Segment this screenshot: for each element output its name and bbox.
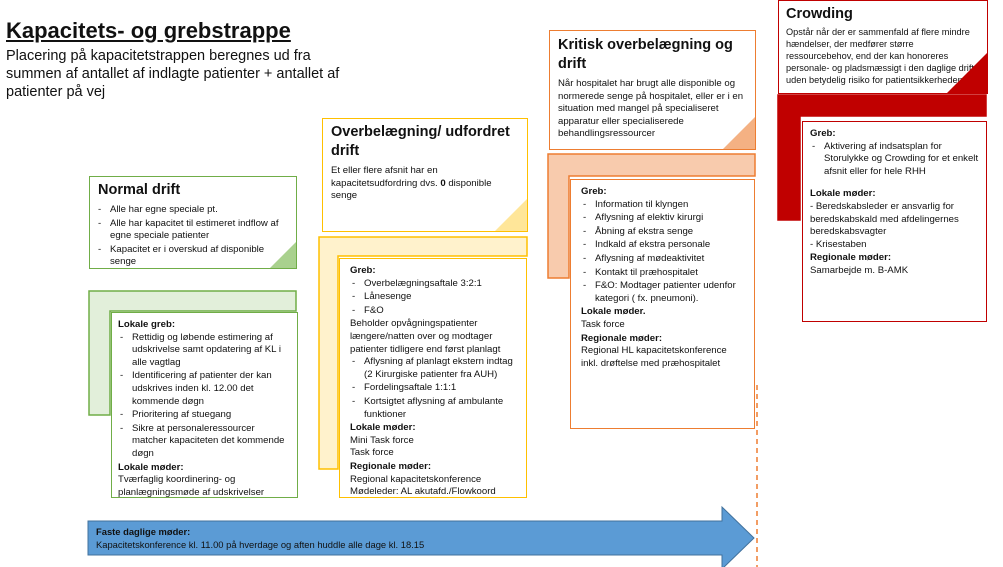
normal-drift-greb-item: - Identificering af patienter der kan udskrives inden kl. 12.00 det kommende døgn xyxy=(118,370,291,408)
normal-drift-desc-item: - Kapacitet er i overskud af disponible senge xyxy=(96,244,290,269)
crowding-lokale-item: - Beredskabsleder er ansvarlig for beredskabskald med afdelingernes beredskabsvagter xyxy=(810,200,959,238)
normal-drift-title: Normal drift xyxy=(98,182,181,198)
kritisk-regionale-heading: Regionale møder: xyxy=(581,332,663,344)
daily-meetings-text: Kapacitetskonference kl. 11.00 på hverdage og aften huddle alle dage kl. 18.15 xyxy=(96,538,425,550)
kritisk-greb-item: - Åbning af ekstra senge xyxy=(581,226,744,239)
kritisk-description: Når hospitalet har brugt alle disponible og normerede senge på hospitalet, eller er i en situation med mangel på specialiseret apparatur eller specialiserede behandlingsressourcer xyxy=(558,78,744,140)
normal-drift-greb-item: - Sikre at personaleressourcer matcher kapaciteten det kommende døgn xyxy=(118,423,291,461)
crowding-greb-card xyxy=(802,121,987,322)
kritisk-card xyxy=(549,30,756,150)
crowding-regionale-heading: Regionale møder: xyxy=(810,252,892,264)
page-subtitle: Placering på kapacitetstrappen beregnes ud fra summen af antallet af indlagte patienter + antallet af patienter på vej xyxy=(6,48,340,100)
daily-meetings-label xyxy=(96,526,716,551)
kritisk-title: Kritisk overbelægning og drift xyxy=(558,37,733,72)
crowding-fold xyxy=(947,53,987,93)
normal-drift-greb-item: - Rettidig og løbende estimering af udskrivelse samt opdatering af KL i alle vagtlag xyxy=(118,332,291,370)
udfordret-greb-item: - Aflysning af planlagt ekstern indtag (2 Kirurgiske patienter fra AUH) xyxy=(350,356,516,381)
crowding-greb-item: - Aktivering af indsatsplan for Storulykke og Crowding for et enkelt afsnit eller for hele RHH xyxy=(810,141,979,179)
udfordret-lokale-item: Mini Task force xyxy=(350,434,414,446)
udfordret-title: Overbelægning/ udfordret drift xyxy=(331,124,510,159)
kritisk-greb-item: - Aflysning af elektiv kirurgi xyxy=(581,212,744,225)
normal-drift-desc-item: - Alle har egne speciale pt. xyxy=(96,204,290,217)
kritisk-regionale-text: Regional HL kapacitetskonference inkl. drøftelse med præhospitalet xyxy=(581,345,727,369)
udfordret-greb-card xyxy=(339,258,527,498)
normal-drift-greb-card xyxy=(111,312,298,498)
crowding-greb-heading: Greb: xyxy=(810,128,836,139)
udfordret-greb-item: - F&O xyxy=(350,305,516,318)
udfordret-greb-heading: Greb: xyxy=(350,265,376,276)
kritisk-greb-item: - F&O: Modtager patienter udenfor kategori ( fx. pneumoni). xyxy=(581,280,744,305)
kritisk-greb-item: - Kontakt til præhospitalet xyxy=(581,267,744,280)
normal-drift-lokale-heading: Lokale møder: xyxy=(118,461,184,473)
udfordret-greb-item: - Fordelingsaftale 1:1:1 xyxy=(350,382,516,395)
normal-drift-fold xyxy=(270,242,296,268)
kritisk-lokale-heading: Lokale møder. xyxy=(581,306,646,318)
udfordret-lokale-item: Task force xyxy=(350,447,394,459)
udfordret-fold xyxy=(495,199,527,231)
crowding-card xyxy=(778,0,988,94)
kritisk-greb-card xyxy=(570,179,755,429)
normal-drift-lokale-text: Tværfaglig koordinering- og planlægningsmøde af udskrivelser xyxy=(118,474,265,498)
kritisk-fold xyxy=(723,117,755,149)
kritisk-greb-item: - Information til klyngen xyxy=(581,199,744,212)
udfordret-card xyxy=(322,118,528,232)
udfordret-greb-item: - Kortsigtet aflysning af ambulante funktioner xyxy=(350,396,516,421)
kritisk-greb-item: - Aflysning af mødeaktivitet xyxy=(581,253,744,266)
kritisk-greb-item: - Indkald af ekstra personale xyxy=(581,239,744,252)
udfordret-regionale-item: Mødeleder: AL akutafd./Flowkoord xyxy=(350,486,496,498)
normal-drift-greb-heading: Lokale greb: xyxy=(118,319,176,330)
udfordret-description: Et eller flere afsnit har en kapacitetsudfordring dvs. 0 disponible senge xyxy=(331,165,492,202)
crowding-description: Opstår når der er sammenfald af flere mindre hændelser, der medfører større ressourcebehov, end der kan honoreres personale- og pladsmæssigt i den daglige drift uden betydelig risiko for patientsikkerheden. xyxy=(786,27,974,85)
udfordret-regionale-heading: Regionale møder: xyxy=(350,460,432,472)
normal-drift-desc-item: - Alle har kapacitet til estimeret indflow af egne speciale patienter xyxy=(96,218,290,243)
udfordret-greb-text: Beholder opvågningspatienter længere/natten over og modtager patienter tidligere end først planlagt xyxy=(350,318,501,355)
normal-drift-greb-item: - Prioritering af stuegang xyxy=(118,409,291,422)
udfordret-lokale-heading: Lokale møder: xyxy=(350,422,416,434)
udfordret-regionale-item: Regional kapacitetskonference xyxy=(350,473,482,485)
crowding-regionale-text: Samarbejde m. B-AMK xyxy=(810,264,909,276)
crowding-title: Crowding xyxy=(786,6,853,22)
udfordret-greb-item: - Overbelægningsaftale 3:2:1 xyxy=(350,278,516,291)
daily-meetings-title: Faste daglige møder: xyxy=(96,526,191,537)
page-title: Kapacitets- og grebstrappe xyxy=(6,18,291,43)
crowding-lokale-item: - Krisestaben xyxy=(810,238,867,250)
normal-drift-card xyxy=(89,176,297,269)
udfordret-greb-item: - Lånesenge xyxy=(350,291,516,304)
kritisk-lokale-text: Task force xyxy=(581,318,625,330)
kritisk-greb-heading: Greb: xyxy=(581,186,607,197)
crowding-lokale-heading: Lokale møder: xyxy=(810,188,876,200)
